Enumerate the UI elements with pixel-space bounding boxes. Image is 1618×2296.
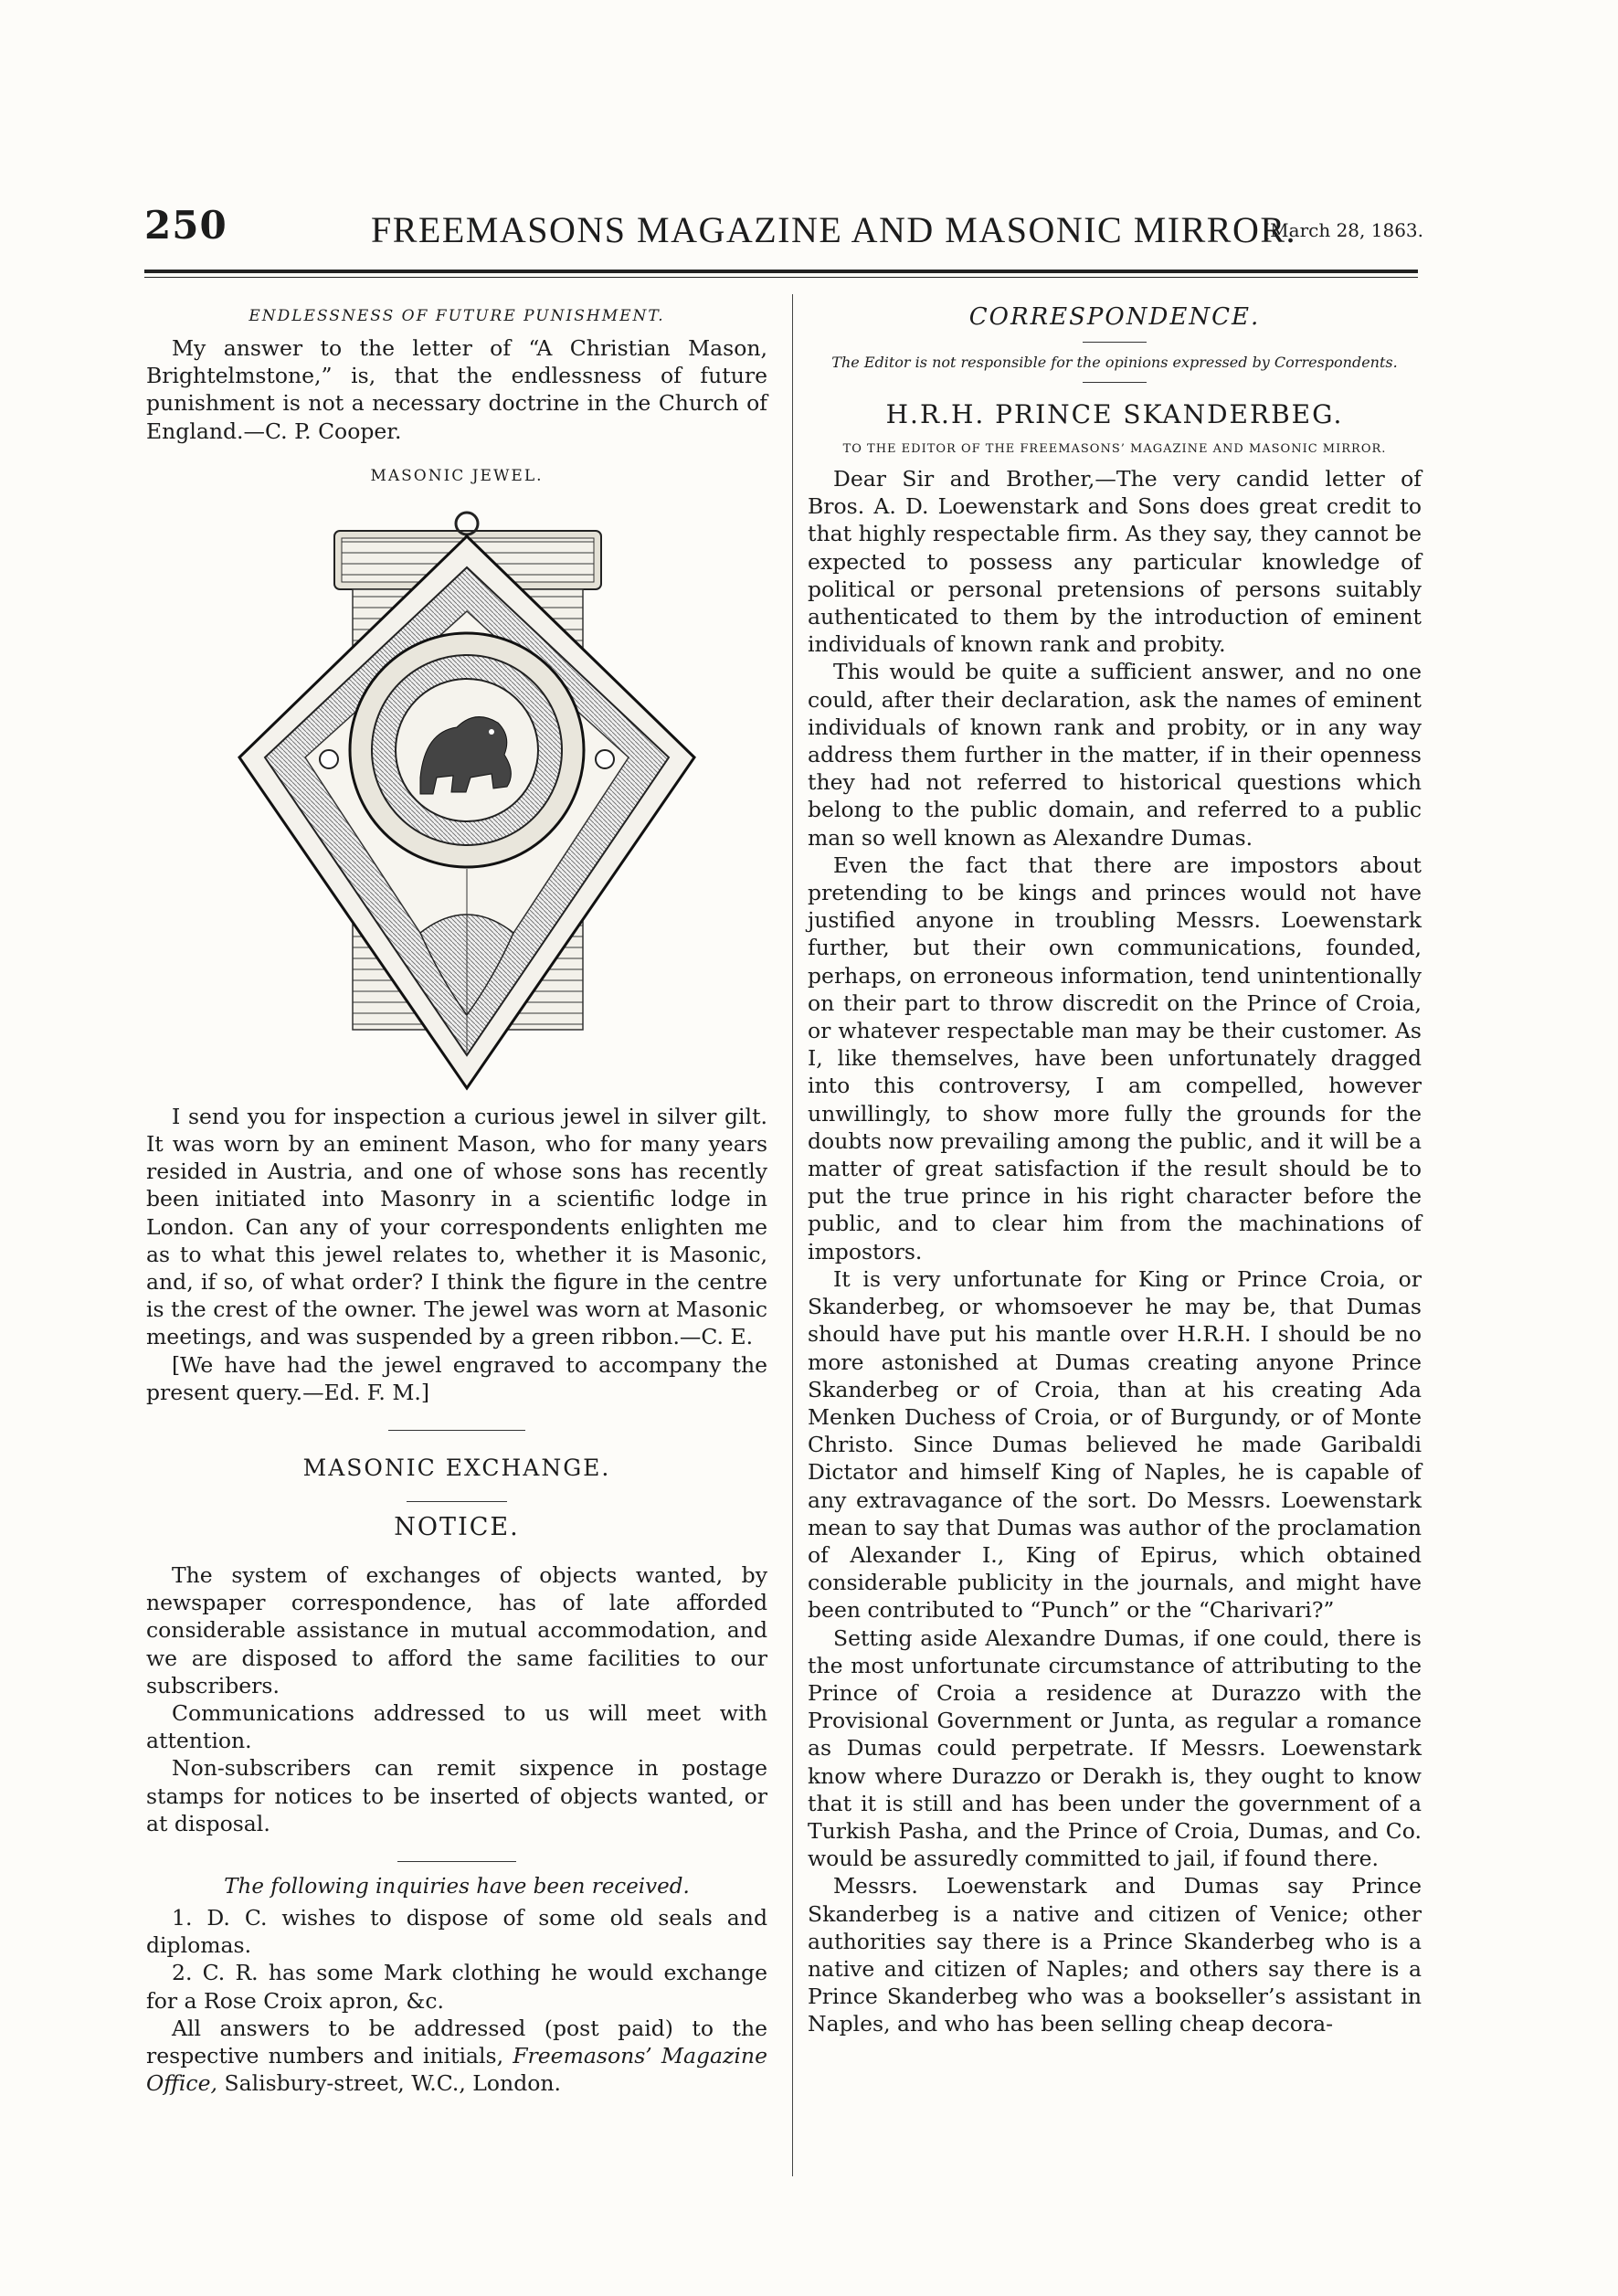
letter-address: TO THE EDITOR OF THE FREEMASONS’ MAGAZINE AND MASONIC MIRROR. [842,442,1387,456]
letter-paragraph: It is very unfortunate for King or Prince Croia, or Skanderbeg, or whomsoever he may be, that Dumas should have put his mantle over H.R.H. I should be no more astonished at Dumas creating anyone Prince Skanderbeg or of Croia, than at his creating Ada Menken Duchess of Croia, or of Burgundy, or of Monte Christo. Since Dumas believed he made Garibaldi Dictator and himself King of Naples, he is capable of any extravagance of the sort. Do Messrs. Loewenstark mean to say that Dumas was author of the proclamation of Alexander I., King of Epirus, which obtained considerable publicity in the journals, and might have been contributed to “Punch” or the “Charivari?” [808,1265,1422,1624]
page-number: 250 [144,203,227,248]
editor-disclaimer: The Editor is not responsible for the opinions expressed by Correspondents. [831,354,1398,371]
inquiries-heading: The following inquiries have been received. [224,1875,690,1899]
exchange-para-2: Communications addressed to us will meet with attention. [146,1700,767,1754]
header-rule-thin [144,277,1418,278]
journal-title: FREEMASONS MAGAZINE AND MASONIC MIRROR. [371,209,1297,250]
jewel-editor-note: [We have had the jewel engraved to accompany the present query.—Ed. F. M.] [146,1351,767,1405]
exchange-para-3: Non-subscribers can remit sixpence in postage stamps for notices to be inserted of objects wanted, or at disposal. [146,1755,767,1836]
page-header [144,203,1423,267]
letter-paragraph: Dear Sir and Brother,—The very candid letter of Bros. A. D. Loewenstark and Sons does great credit to that highly respectable firm. As they say, they cannot be expected to possess any particular knowledge of political or personal pretensions of persons suitably authenticated to them by the introduction of eminent individuals of known rank and probity. [808,466,1422,658]
section-divider [388,1430,525,1431]
jewel-letter: I send you for inspection a curious jewel in silver gilt. It was worn by an eminent Mason, who for many years resided in Austria, and one of whose sons has recently been initiated into Masonry in a scientific lodge in London. Can any of your correspondents enlighten me as to what this jewel relates to, whether it is Masonic, and, if so, of what order? I think the figure in the centre is the crest of the owner. The jewel was worn at Masonic meetings, and was suspended by a green ribbon.—C. E. [146,1103,767,1350]
letter-paragraph: Setting aside Alexandre Dumas, if one could, there is the most unfortunate circumstance of attributing to the Prince of Croia a residence at Durazzo with the Provisional Government or Junta, as regular a romance as Dumas could perpetrate. If Messrs. Loewenstark know where Durazzo or Derakh is, they ought to know that it is still and has been under the government of a Turkish Pasha, and the Prince of Croia, Dumas, and Co. would be assuredly committed to jail, if found there. [808,1624,1422,1872]
issue-date: [March 28, 1863. [1263,219,1423,241]
column-divider [792,294,793,2176]
exchange-rule [407,1501,507,1502]
correspondence-heading: CORRESPONDENCE. [968,303,1261,331]
left-column [146,302,767,2098]
exchange-heading: MASONIC EXCHANGE. [302,1455,611,1482]
masonic-jewel-icon [146,503,767,1097]
correspondence-rule [1083,342,1147,343]
notice-heading: NOTICE. [394,1513,520,1542]
masonic-jewel-illustration [146,503,767,1097]
address-instructions: All answers to be addressed (post paid) to the respective numbers and initials, [146,2015,767,2069]
right-column [808,302,1422,2038]
exchange-para-4 [146,2015,767,2098]
magazine-office: Freemasons’ Magazine Office, [146,2043,767,2097]
inquiries-rule [397,1861,516,1862]
letter-paragraph: This would be quite a sufficient answer, and no one could, after their declaration, ask the names of eminent individuals of known rank and probity, or in any way address them further in the matter, if in their openness they had not referred to historical questions which belong to the public domain, and referred to a public man so well known as Alexandre Dumas. [808,659,1422,851]
endlessness-text: My answer to the letter of “A Christian Mason, Brightelmstone,” is, that the endlessness of future punishment is not a necessary doctrine in the Church of England.—C. P. Cooper. [146,335,767,444]
letter-paragraph: Even the fact that there are impostors about pretending to be kings and princes would not have justified anyone in troubling Messrs. Loewenstark further, but their own communications, founded, perhaps, on erroneous information, tend unintentionally on their part to throw discredit on the Prince of Croia, or whatever respectable man may be their customer. As I, like themselves, have been unfortunately dragged into this controversy, I am compelled, however unwillingly, to show more fully the grounds for the doubts now prevailing among the public, and it will be a matter of great satisfaction if the result should be to put the true prince in his right character before the public, and to clear him from the machinations of impostors. [808,852,1422,1264]
letter-paragraph: Messrs. Loewenstark and Dumas say Prince Skanderbeg is a native and citizen of Venice; other authorities say there is a Prince Skanderbeg who is a native and citizen of Naples; and others say there is a Prince Skanderbeg who was a bookseller’s assistant in Naples, and who has been selling cheap decora- [808,1873,1422,2037]
inquiry-item-1: 1. D. C. wishes to dispose of some old seals and diplomas. [146,1905,767,1959]
article-heading: H.R.H. PRINCE SKANDERBEG. [885,399,1344,429]
disclaimer-rule [1083,382,1147,383]
exchange-para-1: The system of exchanges of objects wanted, by newspaper correspondence, has of late afforded considerable assistance in mutual accommodation, and we are disposed to afford the same facilities to our subscribers. [146,1562,767,1698]
office-address: Salisbury-street, W.C., London. [224,2070,561,2097]
inquiry-item-2: 2. C. R. has some Mark clothing he would exchange for a Rose Croix apron, &c. [146,1960,767,2014]
endlessness-heading: ENDLESSNESS OF FUTURE PUNISHMENT. [249,307,665,325]
header-rule-thick [144,270,1418,273]
jewel-heading: MASONIC JEWEL. [370,466,544,485]
